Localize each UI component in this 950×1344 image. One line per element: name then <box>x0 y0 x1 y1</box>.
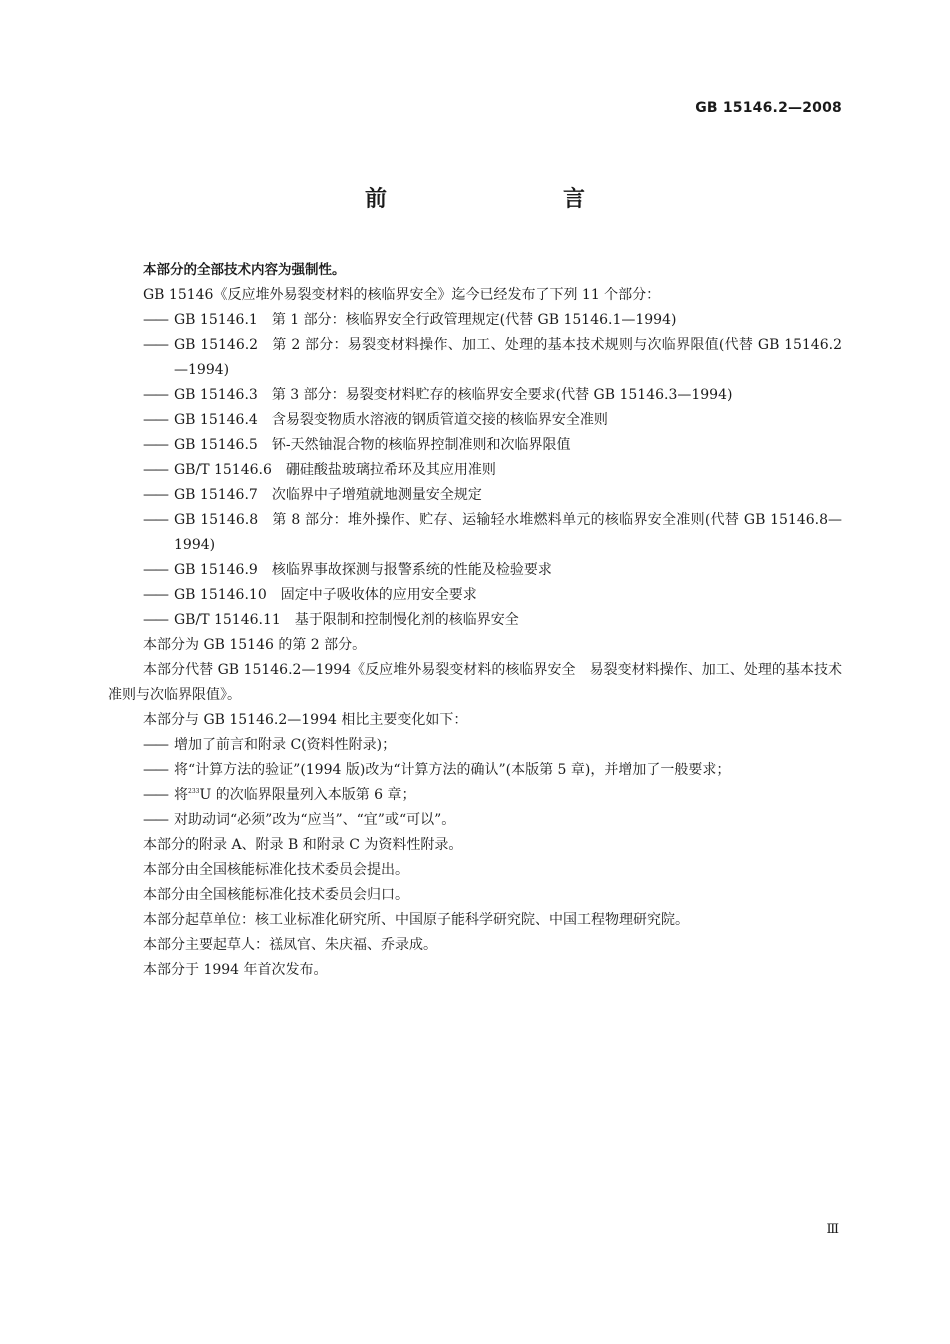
change-text: 将 <box>174 787 188 803</box>
part-statement: 本部分为 GB 15146 的第 2 部分。 <box>143 637 367 653</box>
part-title: 含易裂变物质水溶液的钢质管道交接的核临界安全准则 <box>271 412 608 428</box>
change-item <box>108 758 842 783</box>
parts-intro: GB 15146《反应堆外易裂变材料的核临界安全》迄今已经发布了下列 11 个部分： <box>143 287 661 303</box>
list-item <box>108 433 842 458</box>
dash-marker: —— <box>143 487 167 503</box>
dash-marker: —— <box>143 512 167 528</box>
part-title: 第 2 部分：易裂变材料操作、加工、处理的基本技术规则与次临界限值(代替 GB 15146.2—1994) <box>174 337 842 378</box>
drafters: 本部分主要起草人：禚凤官、朱庆福、乔录成。 <box>143 937 437 953</box>
proposer-statement: 本部分由全国核能标准化技术委员会提出。 <box>143 862 409 878</box>
part-code: GB 15146.7 <box>174 487 258 503</box>
part-title: 核临界事故探测与报警系统的性能及检验要求 <box>271 562 552 578</box>
part-code: GB 15146.5 <box>174 437 258 453</box>
list-item <box>108 383 842 408</box>
part-title: 固定中子吸收体的应用安全要求 <box>280 587 477 603</box>
part-code: GB/T 15146.11 <box>174 612 281 628</box>
list-item <box>108 583 842 608</box>
dash-marker: —— <box>143 462 167 478</box>
list-item <box>108 483 842 508</box>
part-code: GB 15146.4 <box>174 412 258 428</box>
dash-marker: —— <box>143 612 167 628</box>
dash-marker: —— <box>143 312 167 328</box>
dash-marker: —— <box>143 737 167 753</box>
part-code: GB/T 15146.6 <box>174 462 272 478</box>
changes-intro: 本部分与 GB 15146.2—1994 相比主要变化如下： <box>143 712 468 728</box>
isotope-mass-number: 233 <box>188 788 200 795</box>
list-item <box>108 608 842 633</box>
list-item <box>108 458 842 483</box>
change-item <box>108 808 842 833</box>
list-item <box>108 508 842 558</box>
list-item <box>108 558 842 583</box>
dash-marker: —— <box>143 787 167 803</box>
list-item <box>108 333 842 383</box>
part-code: GB 15146.9 <box>174 562 258 578</box>
part-title: 基于限制和控制慢化剂的核临界安全 <box>294 612 519 628</box>
list-item <box>108 308 842 333</box>
dash-marker: —— <box>143 412 167 428</box>
change-text: 对助动词“必须”改为“应当”、“宜”或“可以”。 <box>174 812 456 828</box>
dash-marker: —— <box>143 562 167 578</box>
dash-marker: —— <box>143 587 167 603</box>
annex-statement: 本部分的附录 A、附录 B 和附录 C 为资料性附录。 <box>143 837 463 853</box>
mandatory-statement: 本部分的全部技术内容为强制性。 <box>143 262 346 278</box>
dash-marker: —— <box>143 437 167 453</box>
dash-marker: —— <box>143 387 167 403</box>
part-code: GB 15146.1 <box>174 312 258 328</box>
part-title: 钚-天然铀混合物的核临界控制准则和次临界限值 <box>271 437 571 453</box>
part-code: GB 15146.3 <box>174 387 258 403</box>
part-title: 次临界中子增殖就地测量安全规定 <box>271 487 482 503</box>
part-code: GB 15146.8 <box>174 512 259 528</box>
page-number: Ⅲ <box>826 1222 838 1237</box>
list-item <box>108 408 842 433</box>
dash-marker: —— <box>143 762 167 778</box>
first-release: 本部分于 1994 年首次发布。 <box>143 962 328 978</box>
page-title: 前 言 <box>364 187 629 212</box>
change-text: 增加了前言和附录 C(资料性附录)； <box>174 737 397 753</box>
part-code: GB 15146.2 <box>174 337 259 353</box>
drafting-units: 本部分起草单位：核工业标准化研究所、中国原子能科学研究院、中国工程物理研究院。 <box>143 912 689 928</box>
change-text: U 的次临界限量列入本版第 6 章； <box>199 787 416 803</box>
part-title: 第 3 部分：易裂变材料贮存的核临界安全要求(代替 GB 15146.3—1994) <box>271 387 733 403</box>
parts-list <box>108 308 842 633</box>
part-code: GB 15146.10 <box>174 587 267 603</box>
dash-marker: —— <box>143 337 167 353</box>
change-item <box>108 733 842 758</box>
changes-list <box>108 733 842 833</box>
dash-marker: —— <box>143 812 167 828</box>
part-title: 第 8 部分：堆外操作、贮存、运输轻水堆燃料单元的核临界安全准则(代替 GB 15146.8—1994) <box>174 512 842 553</box>
part-title: 硼硅酸盐玻璃拉希环及其应用准则 <box>285 462 496 478</box>
part-title: 第 1 部分：核临界安全行政管理规定(代替 GB 15146.1—1994) <box>271 312 677 328</box>
change-text: 将“计算方法的验证”(1994 版)改为“计算方法的确认”(本版第 5 章)，并增加了一般要求； <box>174 762 731 778</box>
standard-number: GB 15146.2—2008 <box>695 100 842 116</box>
foreword-body <box>108 258 842 983</box>
replacement-statement: 本部分代替 GB 15146.2—1994《反应堆外易裂变材料的核临界安全 易裂变材料操作、加工、处理的基本技术准则与次临界限值》。 <box>108 662 842 703</box>
change-item <box>108 783 842 808</box>
centralized-statement: 本部分由全国核能标准化技术委员会归口。 <box>143 887 409 903</box>
